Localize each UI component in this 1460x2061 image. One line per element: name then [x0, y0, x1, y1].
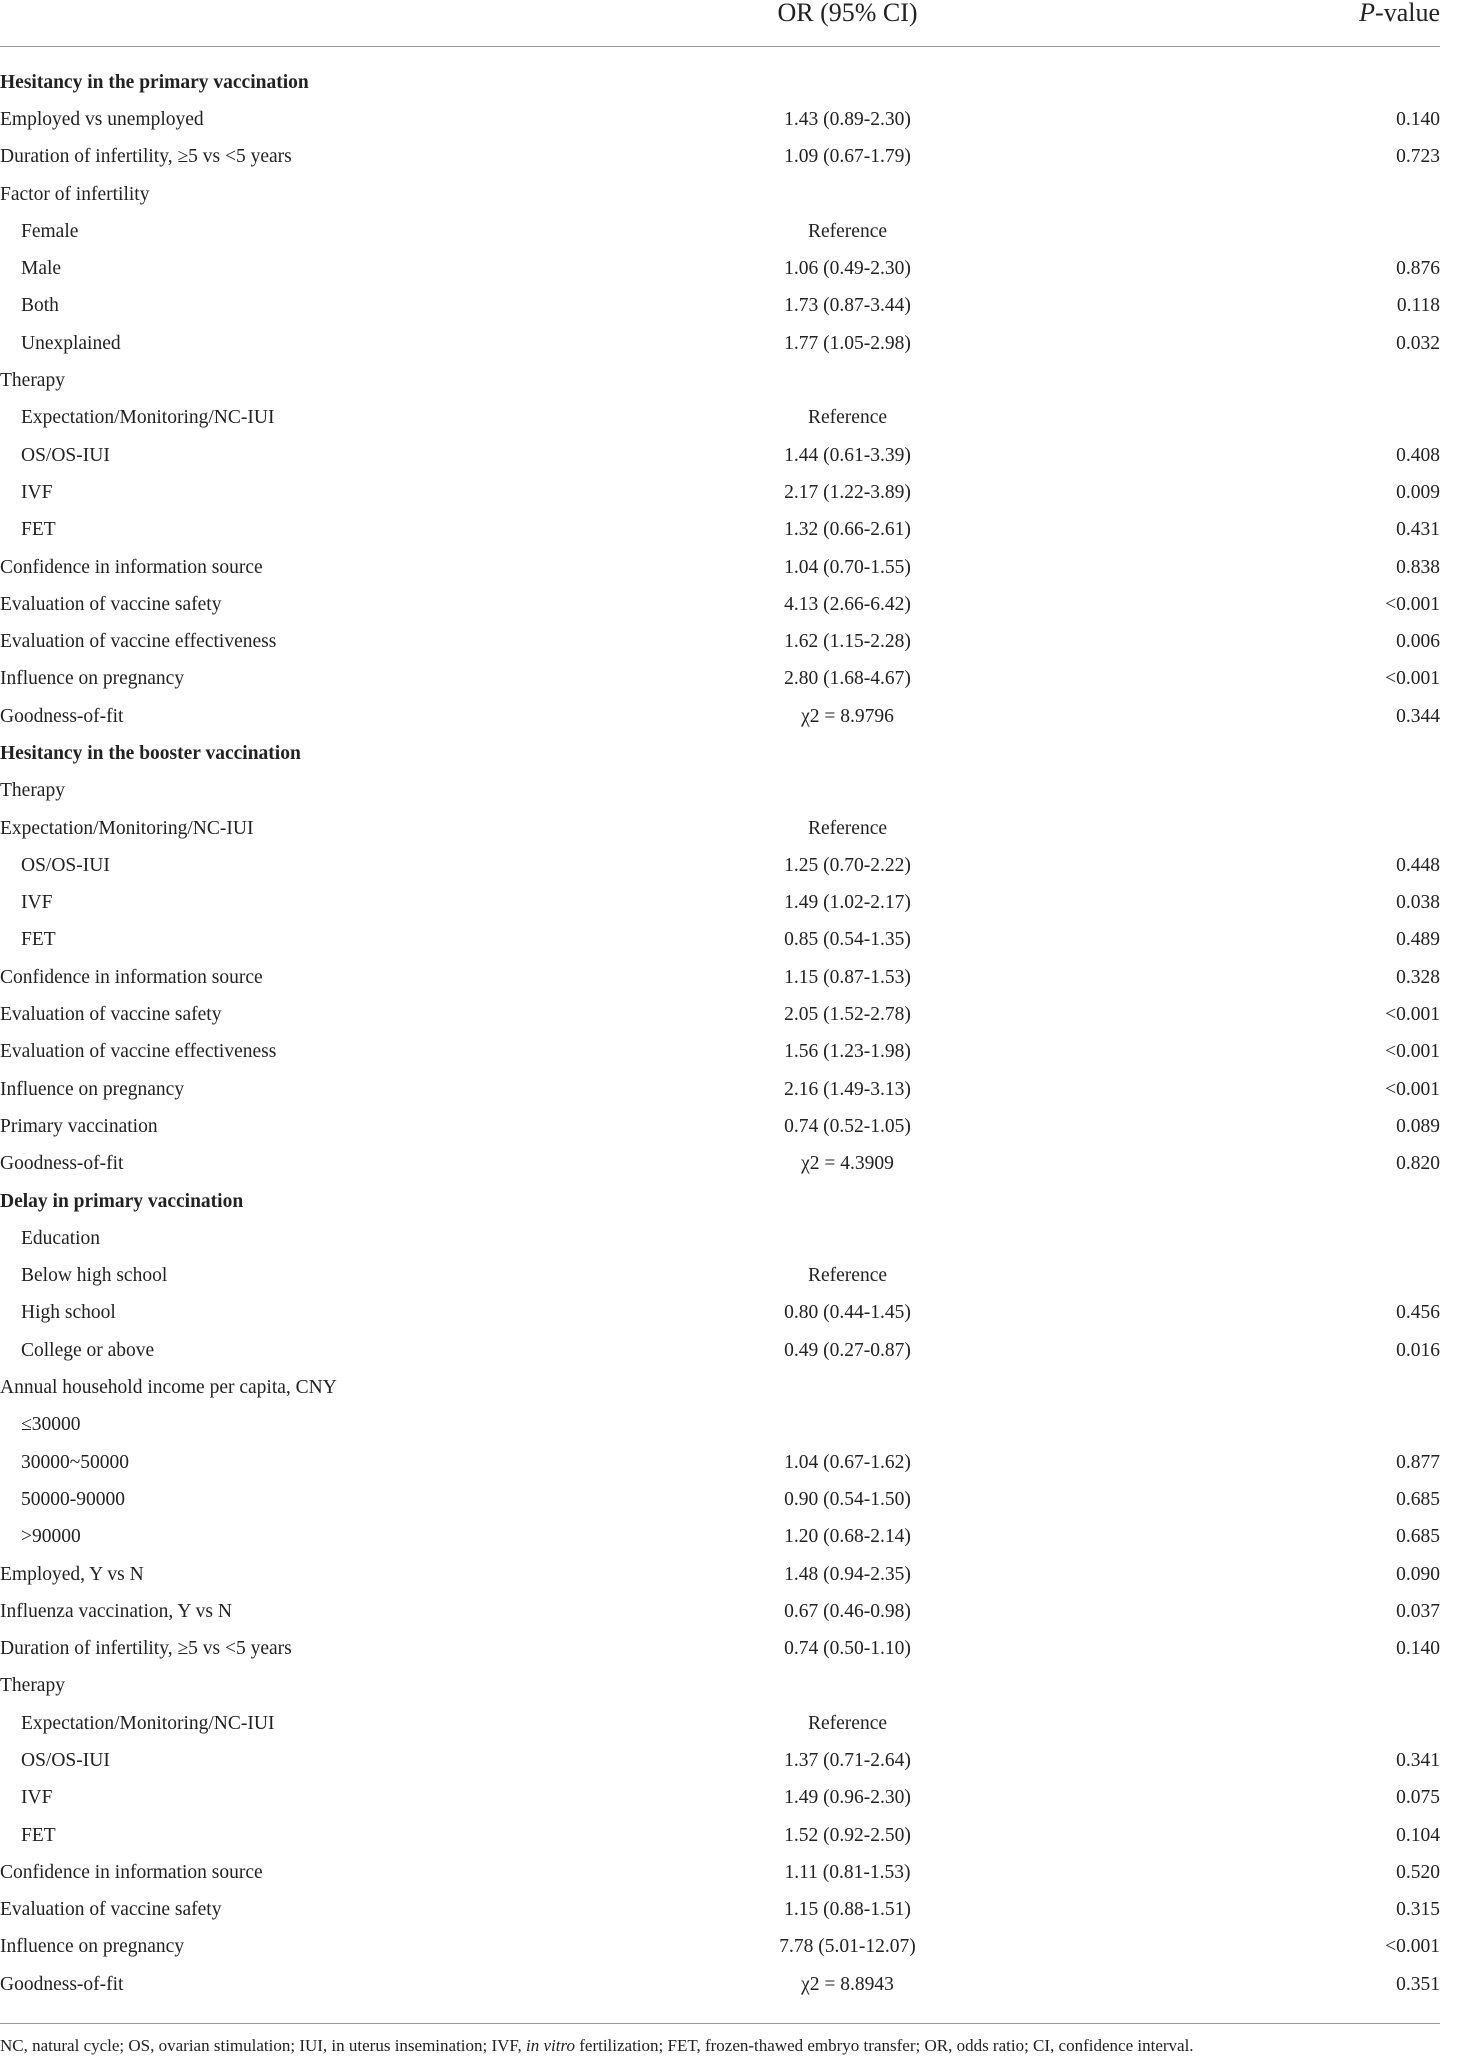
table-row — [0, 1630, 1440, 1667]
table-row — [0, 1929, 1440, 1966]
p-value: 0.456 — [1396, 1302, 1440, 1324]
or-ci-value: 0.74 (0.52-1.05) — [784, 1115, 911, 1137]
or-ci-value: 1.49 (0.96-2.30) — [784, 1787, 911, 1809]
variable-label: High school — [21, 1302, 116, 1324]
or-ci-value: 1.20 (0.68-2.14) — [784, 1526, 911, 1548]
p-value — [1005, 773, 1440, 810]
p-value — [1005, 1407, 1440, 1444]
table-row — [0, 1817, 1440, 1854]
table-row — [0, 1332, 1440, 1369]
variable-label: Below high school — [21, 1265, 168, 1287]
variable-label: 30000~50000 — [21, 1451, 130, 1473]
p-value: 0.344 — [1396, 705, 1440, 727]
or-ci-value: 1.25 (0.70-2.22) — [784, 854, 911, 876]
or-ci-value: 1.48 (0.94-2.35) — [784, 1563, 911, 1585]
table-row — [0, 661, 1440, 698]
or-ci-value: χ2 = 4.3909 — [801, 1153, 894, 1175]
or-ci-value: χ2 = 8.9796 — [801, 705, 894, 727]
footnote-part1: NC, natural cycle; OS, ovarian stimulation; IUI, in uterus insemination; IVF, — [0, 2036, 527, 2055]
header-or-ci: OR (95% CI) — [690, 0, 1005, 47]
or-ci-value: 1.49 (1.02-2.17) — [784, 892, 911, 914]
p-value — [1005, 1258, 1440, 1295]
p-value — [1005, 1220, 1440, 1257]
p-value: 0.820 — [1396, 1153, 1440, 1175]
table-row — [0, 512, 1440, 549]
variable-label: Both — [21, 295, 59, 317]
variable-label: Confidence in information source — [0, 556, 263, 578]
variable-label: Evaluation of vaccine safety — [0, 593, 222, 615]
or-ci-value: 1.15 (0.88-1.51) — [784, 1899, 911, 1921]
p-value: <0.001 — [1385, 1078, 1440, 1100]
p-value: 0.038 — [1396, 892, 1440, 914]
table-row — [0, 1556, 1440, 1593]
p-value: 0.685 — [1396, 1488, 1440, 1510]
p-value: 0.140 — [1396, 108, 1440, 130]
or-ci-value: 1.04 (0.67-1.62) — [784, 1451, 911, 1473]
table-row — [0, 474, 1440, 511]
footnote-italic: in vitro — [526, 2036, 575, 2055]
p-value: 0.006 — [1396, 631, 1440, 653]
table-row — [0, 1295, 1440, 1332]
section-row — [0, 1183, 1440, 1220]
section-title: Hesitancy in the primary vaccination — [0, 71, 309, 93]
or-ci-value — [690, 1183, 1005, 1220]
or-ci-value — [690, 64, 1005, 101]
table-row — [0, 1369, 1440, 1406]
or-ci-value — [690, 362, 1005, 399]
table-row — [0, 1705, 1440, 1742]
p-value — [1005, 1183, 1440, 1220]
variable-label: Influence on pregnancy — [0, 1078, 185, 1100]
or-ci-value: 2.05 (1.52-2.78) — [784, 1004, 911, 1026]
or-ci-value: Reference — [807, 407, 888, 429]
header-row — [0, 0, 1440, 47]
or-ci-value — [690, 1220, 1005, 1257]
or-ci-value: χ2 = 8.8943 — [801, 1973, 894, 1995]
variable-label: Expectation/Monitoring/NC-IUI — [21, 1712, 275, 1734]
variable-label: Annual household income per capita, CNY — [0, 1377, 337, 1399]
or-ci-value: 2.17 (1.22-3.89) — [784, 481, 911, 503]
variable-label: Male — [21, 258, 62, 280]
or-ci-value: 2.80 (1.68-4.67) — [784, 668, 911, 690]
table-row — [0, 1966, 1440, 2003]
variable-label: Therapy — [0, 1675, 65, 1697]
variable-label: Influence on pregnancy — [0, 668, 185, 690]
variable-label: Evaluation of vaccine safety — [0, 1004, 222, 1026]
table-footnote — [0, 2023, 1440, 2056]
variable-label: Expectation/Monitoring/NC-IUI — [21, 407, 275, 429]
table-row — [0, 1519, 1440, 1556]
table-body — [0, 47, 1440, 2004]
or-ci-value: 1.52 (0.92-2.50) — [784, 1824, 911, 1846]
or-ci-value: 7.78 (5.01-12.07) — [779, 1936, 916, 1958]
table-row — [0, 1668, 1440, 1705]
p-value: 0.877 — [1396, 1451, 1440, 1473]
p-value: 0.685 — [1396, 1526, 1440, 1548]
or-ci-value — [690, 773, 1005, 810]
spacer-row — [0, 47, 1440, 65]
or-ci-value: 1.56 (1.23-1.98) — [784, 1041, 911, 1063]
table-row — [0, 1854, 1440, 1891]
variable-label: OS/OS-IUI — [21, 444, 110, 466]
variable-label: Evaluation of vaccine effectiveness — [0, 1041, 277, 1063]
p-value: 0.315 — [1396, 1899, 1440, 1921]
or-ci-value: Reference — [807, 1265, 888, 1287]
p-value: 0.431 — [1396, 519, 1440, 541]
or-ci-value: 4.13 (2.66-6.42) — [784, 593, 911, 615]
table-row — [0, 1146, 1440, 1183]
variable-label: OS/OS-IUI — [21, 1750, 110, 1771]
spacer-cell — [0, 47, 1440, 65]
variable-label: >90000 — [21, 1526, 81, 1548]
section-row — [0, 64, 1440, 101]
variable-label: Employed, Y vs N — [0, 1563, 144, 1585]
table-row — [0, 400, 1440, 437]
variable-label: Goodness-of-fit — [0, 1973, 124, 1995]
variable-label: 50000-90000 — [21, 1488, 125, 1510]
section-row — [0, 735, 1440, 772]
or-ci-value: 0.67 (0.46-0.98) — [784, 1600, 911, 1622]
or-ci-value — [690, 176, 1005, 213]
variable-label: Employed vs unemployed — [0, 108, 204, 130]
or-ci-value: 1.04 (0.70-1.55) — [784, 556, 911, 578]
p-value: 0.489 — [1396, 929, 1440, 951]
or-ci-value: 1.32 (0.66-2.61) — [784, 519, 911, 541]
p-value: 0.032 — [1396, 332, 1440, 354]
table-row — [0, 847, 1440, 884]
variable-label: Influenza vaccination, Y vs N — [0, 1600, 232, 1622]
or-ci-value — [690, 1668, 1005, 1705]
table-row — [0, 101, 1440, 138]
p-value: 0.876 — [1396, 258, 1440, 280]
table-row — [0, 773, 1440, 810]
or-ci-value: 1.11 (0.81-1.53) — [784, 1861, 911, 1883]
table-row — [0, 959, 1440, 996]
or-ci-value: 0.85 (0.54-1.35) — [784, 929, 911, 951]
or-ci-value: 2.16 (1.49-3.13) — [784, 1078, 911, 1100]
table-row — [0, 176, 1440, 213]
variable-label: FET — [21, 929, 56, 951]
or-ci-value: 0.49 (0.27-0.87) — [784, 1339, 911, 1361]
p-value: 0.090 — [1396, 1563, 1440, 1585]
variable-label: Confidence in information source — [0, 1861, 263, 1883]
or-ci-value: Reference — [807, 817, 888, 839]
variable-label: Duration of infertility, ≥5 vs <5 years — [0, 146, 292, 168]
table-row — [0, 586, 1440, 623]
or-ci-value: 0.90 (0.54-1.50) — [784, 1488, 911, 1510]
or-ci-value: 0.74 (0.50-1.10) — [784, 1638, 911, 1660]
p-value: 0.089 — [1396, 1115, 1440, 1137]
p-value — [1005, 810, 1440, 847]
p-value — [1005, 1705, 1440, 1742]
p-value: 0.009 — [1396, 481, 1440, 503]
p-value — [1005, 735, 1440, 772]
p-value: 0.408 — [1396, 444, 1440, 466]
p-value — [1005, 400, 1440, 437]
table-row — [0, 1481, 1440, 1518]
table-row — [0, 996, 1440, 1033]
table-row — [0, 1444, 1440, 1481]
variable-label: OS/OS-IUI — [21, 854, 110, 876]
table-row — [0, 549, 1440, 586]
p-value: <0.001 — [1385, 668, 1440, 690]
p-value: 0.448 — [1396, 854, 1440, 876]
table-row — [0, 1258, 1440, 1295]
variable-label: Female — [21, 220, 79, 242]
p-value: 0.104 — [1396, 1824, 1440, 1846]
p-value: 0.016 — [1396, 1339, 1440, 1361]
variable-label: Primary vaccination — [0, 1115, 158, 1137]
variable-label: Unexplained — [21, 332, 121, 354]
p-value: <0.001 — [1385, 1936, 1440, 1958]
table-row — [0, 1071, 1440, 1108]
table-header — [0, 0, 1440, 47]
p-value — [1005, 64, 1440, 101]
p-value: <0.001 — [1385, 1004, 1440, 1026]
table-row — [0, 1742, 1440, 1779]
header-p-value — [1005, 0, 1440, 47]
variable-label: Expectation/Monitoring/NC-IUI — [0, 817, 254, 839]
section-title: Hesitancy in the booster vaccination — [0, 742, 301, 764]
variable-label: Confidence in information source — [0, 966, 263, 988]
p-value: <0.001 — [1385, 593, 1440, 615]
p-value: 0.328 — [1396, 966, 1440, 988]
variable-label: Influence on pregnancy — [0, 1936, 185, 1958]
table-row — [0, 1108, 1440, 1145]
p-value — [1005, 1369, 1440, 1406]
p-value: 0.838 — [1396, 556, 1440, 578]
variable-label: IVF — [21, 892, 53, 914]
or-ci-value: 1.44 (0.61-3.39) — [784, 444, 911, 466]
or-ci-value — [690, 1407, 1005, 1444]
p-value: 0.118 — [1396, 295, 1440, 317]
p-value — [1005, 213, 1440, 250]
variable-label: Factor of infertility — [0, 183, 150, 205]
or-ci-value: Reference — [807, 1712, 888, 1734]
table-row — [0, 1034, 1440, 1071]
or-ci-value: 1.43 (0.89-2.30) — [784, 108, 911, 130]
table-row — [0, 810, 1440, 847]
table-row — [0, 922, 1440, 959]
variable-label: IVF — [21, 1787, 53, 1809]
table-row — [0, 698, 1440, 735]
table-row — [0, 1780, 1440, 1817]
header-variable — [0, 0, 690, 47]
variable-label: Evaluation of vaccine safety — [0, 1899, 222, 1921]
table-row — [0, 1220, 1440, 1257]
or-ci-value: 1.37 (0.71-2.64) — [784, 1750, 911, 1771]
variable-label: Education — [21, 1227, 101, 1249]
p-value — [1005, 1668, 1440, 1705]
or-ci-value: Reference — [807, 220, 888, 242]
table-row — [0, 437, 1440, 474]
variable-label: Evaluation of vaccine effectiveness — [0, 631, 277, 653]
variable-label: ≤30000 — [21, 1414, 81, 1436]
table-row — [0, 1892, 1440, 1929]
variable-label: College or above — [21, 1339, 155, 1361]
or-ci-value: 1.06 (0.49-2.30) — [784, 258, 911, 280]
header-p-italic: P — [1359, 0, 1376, 27]
or-ci-value: 1.09 (0.67-1.79) — [784, 146, 911, 168]
p-value — [1005, 176, 1440, 213]
table-row — [0, 1593, 1440, 1630]
variable-label: Goodness-of-fit — [0, 1153, 124, 1175]
or-ci-value: 1.77 (1.05-2.98) — [784, 332, 911, 354]
table-row — [0, 139, 1440, 176]
p-value: 0.341 — [1396, 1750, 1440, 1771]
p-value: 0.723 — [1396, 146, 1440, 168]
table-row — [0, 325, 1440, 362]
variable-label: IVF — [21, 481, 53, 503]
table-row — [0, 623, 1440, 660]
variable-label: Duration of infertility, ≥5 vs <5 years — [0, 1638, 292, 1660]
or-ci-value: 0.80 (0.44-1.45) — [784, 1302, 911, 1324]
p-value: 0.351 — [1396, 1973, 1440, 1995]
table-row — [0, 250, 1440, 287]
header-p-suffix: -value — [1375, 0, 1440, 27]
or-ci-value: 1.73 (0.87-3.44) — [784, 295, 911, 317]
table-row — [0, 885, 1440, 922]
table-row — [0, 1407, 1440, 1444]
variable-label: Goodness-of-fit — [0, 705, 124, 727]
variable-label: FET — [21, 519, 56, 541]
p-value: <0.001 — [1385, 1041, 1440, 1063]
variable-label: Therapy — [0, 370, 65, 392]
table-row — [0, 288, 1440, 325]
p-value: 0.075 — [1396, 1787, 1440, 1809]
table-row — [0, 362, 1440, 399]
or-ci-value: 1.62 (1.15-2.28) — [784, 631, 911, 653]
footnote-part2: fertilization; FET, frozen-thawed embryo transfer; OR, odds ratio; CI, confidence interval. — [574, 2036, 1194, 2055]
or-ci-value — [690, 735, 1005, 772]
table-row — [0, 213, 1440, 250]
section-title: Delay in primary vaccination — [0, 1190, 244, 1212]
p-value: 0.037 — [1396, 1600, 1440, 1622]
variable-label: FET — [21, 1824, 56, 1846]
or-ci-value — [690, 1369, 1005, 1406]
variable-label: Therapy — [0, 780, 65, 802]
p-value: 0.520 — [1396, 1861, 1440, 1883]
p-value: 0.140 — [1396, 1638, 1440, 1660]
p-value — [1005, 362, 1440, 399]
or-ci-value: 1.15 (0.87-1.53) — [784, 966, 911, 988]
